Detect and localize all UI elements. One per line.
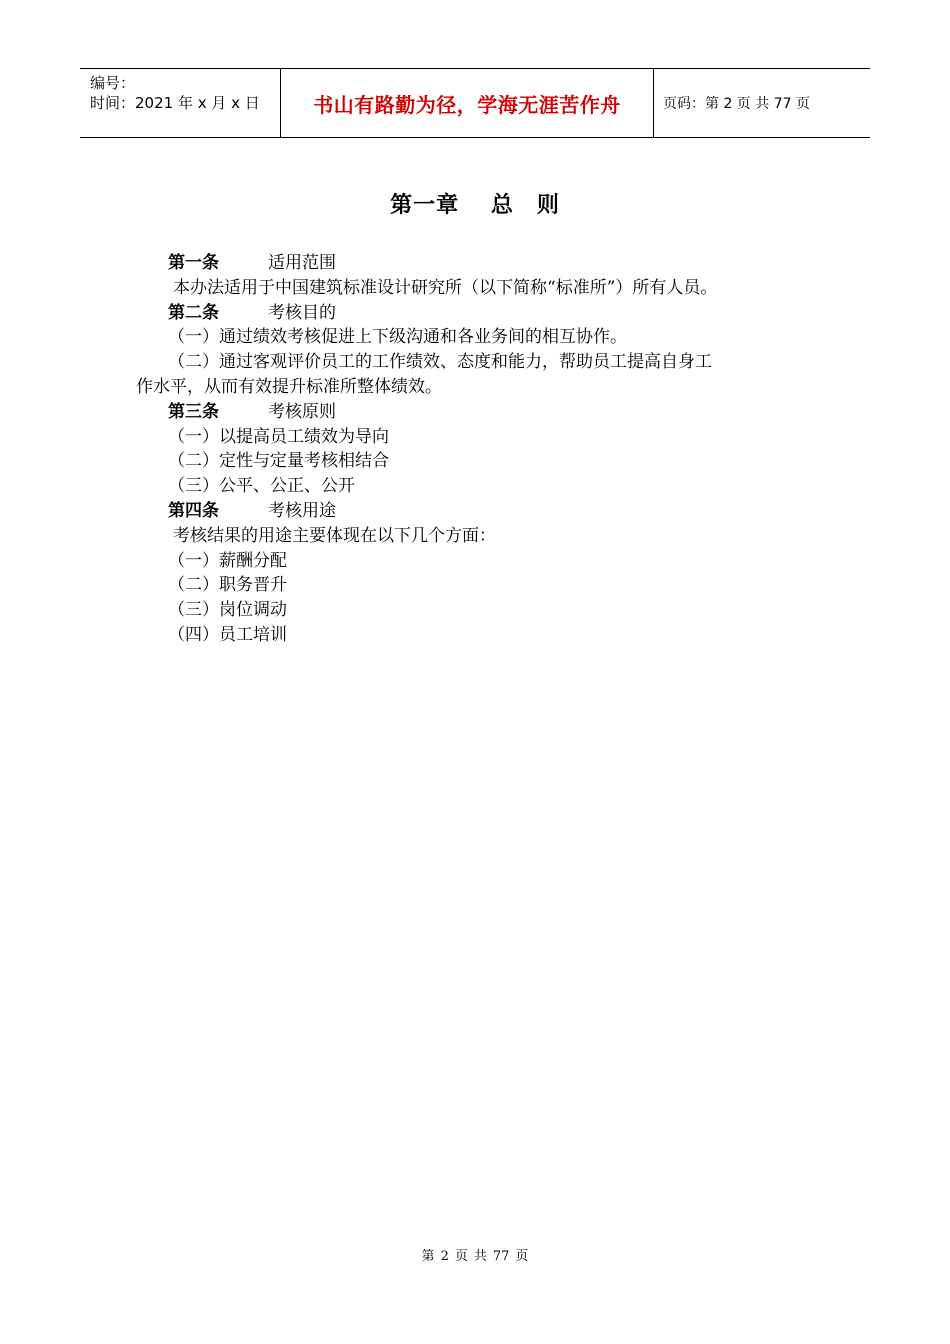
footer-ye: 页 — [454, 1249, 468, 1264]
article-label: 第一条 — [168, 253, 219, 273]
footer-page-number: 2 — [440, 1249, 449, 1264]
article-title: 考核原则 — [268, 401, 336, 422]
list-item: （二）通过客观评价员工的工作绩效、态度和能力，帮助员工提高自身工 — [168, 352, 712, 373]
list-item: （一）以提高员工绩效为导向 — [168, 426, 389, 447]
list-item: （三）岗位调动 — [168, 600, 287, 621]
article-3-heading — [136, 400, 816, 425]
article-title: 适用范围 — [268, 253, 336, 273]
chapter-title: 第一章 总 则 — [390, 193, 560, 218]
list-item: （一）通过绩效考核促进上下级沟通和各业务间的相互协作。 — [168, 327, 627, 348]
paragraph: 本办法适用于中国建筑标准设计研究所（以下简称“标准所”）所有人员。 — [173, 277, 718, 298]
list-item-continuation: 作水平，从而有效提升标准所整体绩效。 — [136, 376, 442, 397]
list-item: （一）薪酬分配 — [168, 550, 287, 571]
list-item: （二）定性与定量考核相结合 — [168, 451, 389, 472]
header-meta — [80, 69, 281, 137]
article-label: 第三条 — [168, 401, 219, 422]
footer-ye: 页 — [515, 1249, 529, 1264]
document-number-label: 编号： — [90, 74, 136, 92]
document-header — [80, 68, 870, 138]
list-item: （四）员工培训 — [168, 624, 287, 645]
list-item: （三）公平、公正、公开 — [168, 476, 355, 497]
article-4-heading — [136, 499, 816, 524]
footer-total-pages: 77 — [492, 1249, 510, 1264]
article-title: 考核用途 — [268, 500, 336, 521]
footer-gong: 共 — [473, 1249, 487, 1264]
article-label: 第四条 — [168, 500, 219, 521]
paragraph: 考核结果的用途主要体现在以下几个方面： — [173, 525, 496, 546]
article-label: 第二条 — [168, 302, 219, 323]
document-time-label: 时间：2021 年 x 月 x 日 — [90, 94, 260, 112]
list-item: （二）职务晋升 — [168, 575, 287, 596]
article-2-heading — [136, 301, 816, 326]
page-footer — [0, 1245, 950, 1264]
footer-di: 第 — [421, 1249, 435, 1264]
header-page-info: 页码：第 2 页 共 77 页 — [663, 96, 810, 112]
document-body — [136, 251, 816, 648]
header-motto: 书山有路勤为径，学海无涯苦作舟 — [281, 69, 654, 137]
article-title: 考核目的 — [268, 302, 336, 323]
article-1-heading — [136, 251, 816, 276]
